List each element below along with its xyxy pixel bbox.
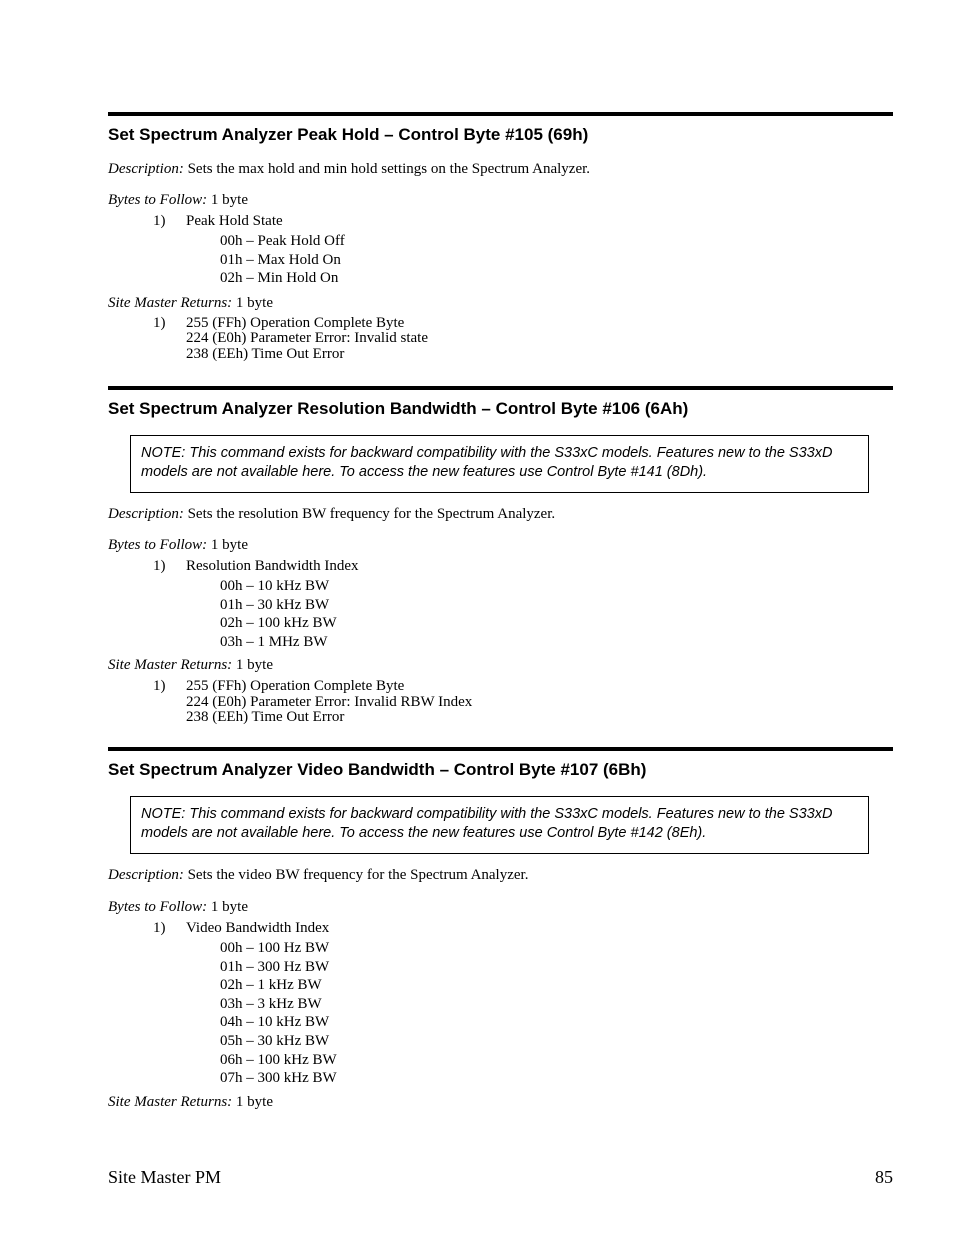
- returns-text: 1 byte: [232, 1093, 273, 1110]
- item-number: 1): [153, 558, 166, 574]
- parameter-item: [108, 557, 893, 575]
- footer-title: Site Master PM: [108, 1167, 222, 1187]
- bytes-to-follow: [108, 898, 893, 916]
- item-number: 1): [153, 213, 166, 229]
- section-peak-hold: [108, 112, 893, 362]
- returns: [108, 656, 893, 674]
- option-list: [108, 939, 893, 1088]
- item-title: Video Bandwidth Index: [186, 920, 330, 936]
- section-heading: Set Spectrum Analyzer Resolution Bandwidth – Control Byte #106 (6Ah): [108, 399, 689, 418]
- bytes-label: Bytes to Follow:: [108, 537, 208, 553]
- item-title: Resolution Bandwidth Index: [186, 558, 359, 574]
- bytes-text: 1 byte: [207, 192, 248, 208]
- return-item: 224 (E0h) Parameter Error: Invalid state: [186, 330, 428, 347]
- returns-label: Site Master Returns:: [108, 657, 233, 674]
- returns-list: [108, 316, 893, 363]
- returns-text: 1 byte: [232, 657, 273, 674]
- section-divider: [108, 747, 893, 751]
- description-text: Sets the max hold and min hold settings on the Spectrum Analyzer.: [183, 161, 591, 177]
- option-item: 07h – 300 kHz BW: [220, 1070, 337, 1087]
- returns-list: [108, 679, 893, 726]
- bytes-label: Bytes to Follow:: [108, 899, 208, 915]
- section-heading: Set Spectrum Analyzer Video Bandwidth – Control Byte #107 (6Bh): [108, 760, 647, 779]
- parameter-item: [108, 919, 893, 937]
- description-text: Sets the resolution BW frequency for the Spectrum Analyzer.: [183, 506, 556, 522]
- returns-number: 1): [153, 678, 166, 695]
- bytes-to-follow: [108, 536, 893, 554]
- page-number: 85: [875, 1167, 893, 1187]
- parameter-item: [108, 212, 893, 230]
- option-item: 05h – 30 kHz BW: [220, 1032, 330, 1049]
- return-item: 255 (FFh) Operation Complete Byte: [186, 678, 405, 695]
- description: [108, 160, 893, 178]
- section-divider: [108, 112, 893, 116]
- note-box: NOTE: This command exists for backward compatibility with the S33xC models. Features new to the S33xD models are not available here. To access the new features use Control Byte #141 (8Dh).: [130, 435, 869, 493]
- option-item: 06h – 100 kHz BW: [220, 1051, 337, 1068]
- option-list: [108, 577, 893, 651]
- bytes-text: 1 byte: [207, 899, 248, 915]
- bytes-label: Bytes to Follow:: [108, 192, 208, 208]
- description: [108, 505, 893, 523]
- page-footer: [108, 1167, 893, 1188]
- description-label: Description:: [108, 161, 184, 177]
- description-label: Description:: [108, 506, 184, 522]
- section-divider: [108, 386, 893, 390]
- section-resolution-bandwidth: [108, 386, 893, 726]
- section-video-bandwidth: [108, 747, 893, 1111]
- return-item: 224 (E0h) Parameter Error: Invalid RBW Index: [186, 693, 473, 710]
- return-item: 238 (EEh) Time Out Error: [186, 345, 345, 362]
- option-item: 00h – 100 Hz BW: [220, 940, 330, 956]
- option-item: 00h – Peak Hold Off: [220, 233, 345, 249]
- option-item: 04h – 10 kHz BW: [220, 1014, 330, 1031]
- returns-number: 1): [153, 314, 166, 331]
- description: [108, 866, 893, 884]
- returns-label: Site Master Returns:: [108, 294, 233, 311]
- bytes-to-follow: [108, 191, 893, 209]
- returns: [108, 1093, 893, 1111]
- option-item: 01h – Max Hold On: [220, 251, 341, 268]
- note-box: NOTE: This command exists for backward compatibility with the S33xC models. Features new to the S33xD models are not available here. To access the new features use Control Byte #142 (8Eh).: [130, 796, 869, 854]
- option-item: 02h – Min Hold On: [220, 270, 339, 287]
- option-item: 01h – 30 kHz BW: [220, 596, 330, 613]
- returns-text: 1 byte: [232, 294, 273, 311]
- option-item: 00h – 10 kHz BW: [220, 578, 330, 594]
- return-item: 255 (FFh) Operation Complete Byte: [186, 314, 405, 331]
- returns-label: Site Master Returns:: [108, 1093, 233, 1110]
- option-item: 03h – 3 kHz BW: [220, 995, 322, 1012]
- description-text: Sets the video BW frequency for the Spectrum Analyzer.: [183, 867, 529, 883]
- description-label: Description:: [108, 867, 184, 883]
- return-item: 238 (EEh) Time Out Error: [186, 709, 345, 726]
- option-item: 02h – 1 kHz BW: [220, 977, 322, 994]
- item-title: Peak Hold State: [186, 213, 283, 229]
- item-number: 1): [153, 920, 166, 936]
- bytes-text: 1 byte: [207, 537, 248, 553]
- returns: [108, 294, 893, 312]
- option-item: 03h – 1 MHz BW: [220, 633, 328, 650]
- section-heading: Set Spectrum Analyzer Peak Hold – Control Byte #105 (69h): [108, 125, 589, 144]
- option-item: 02h – 100 kHz BW: [220, 615, 337, 632]
- option-item: 01h – 300 Hz BW: [220, 958, 330, 975]
- option-list: [108, 232, 893, 288]
